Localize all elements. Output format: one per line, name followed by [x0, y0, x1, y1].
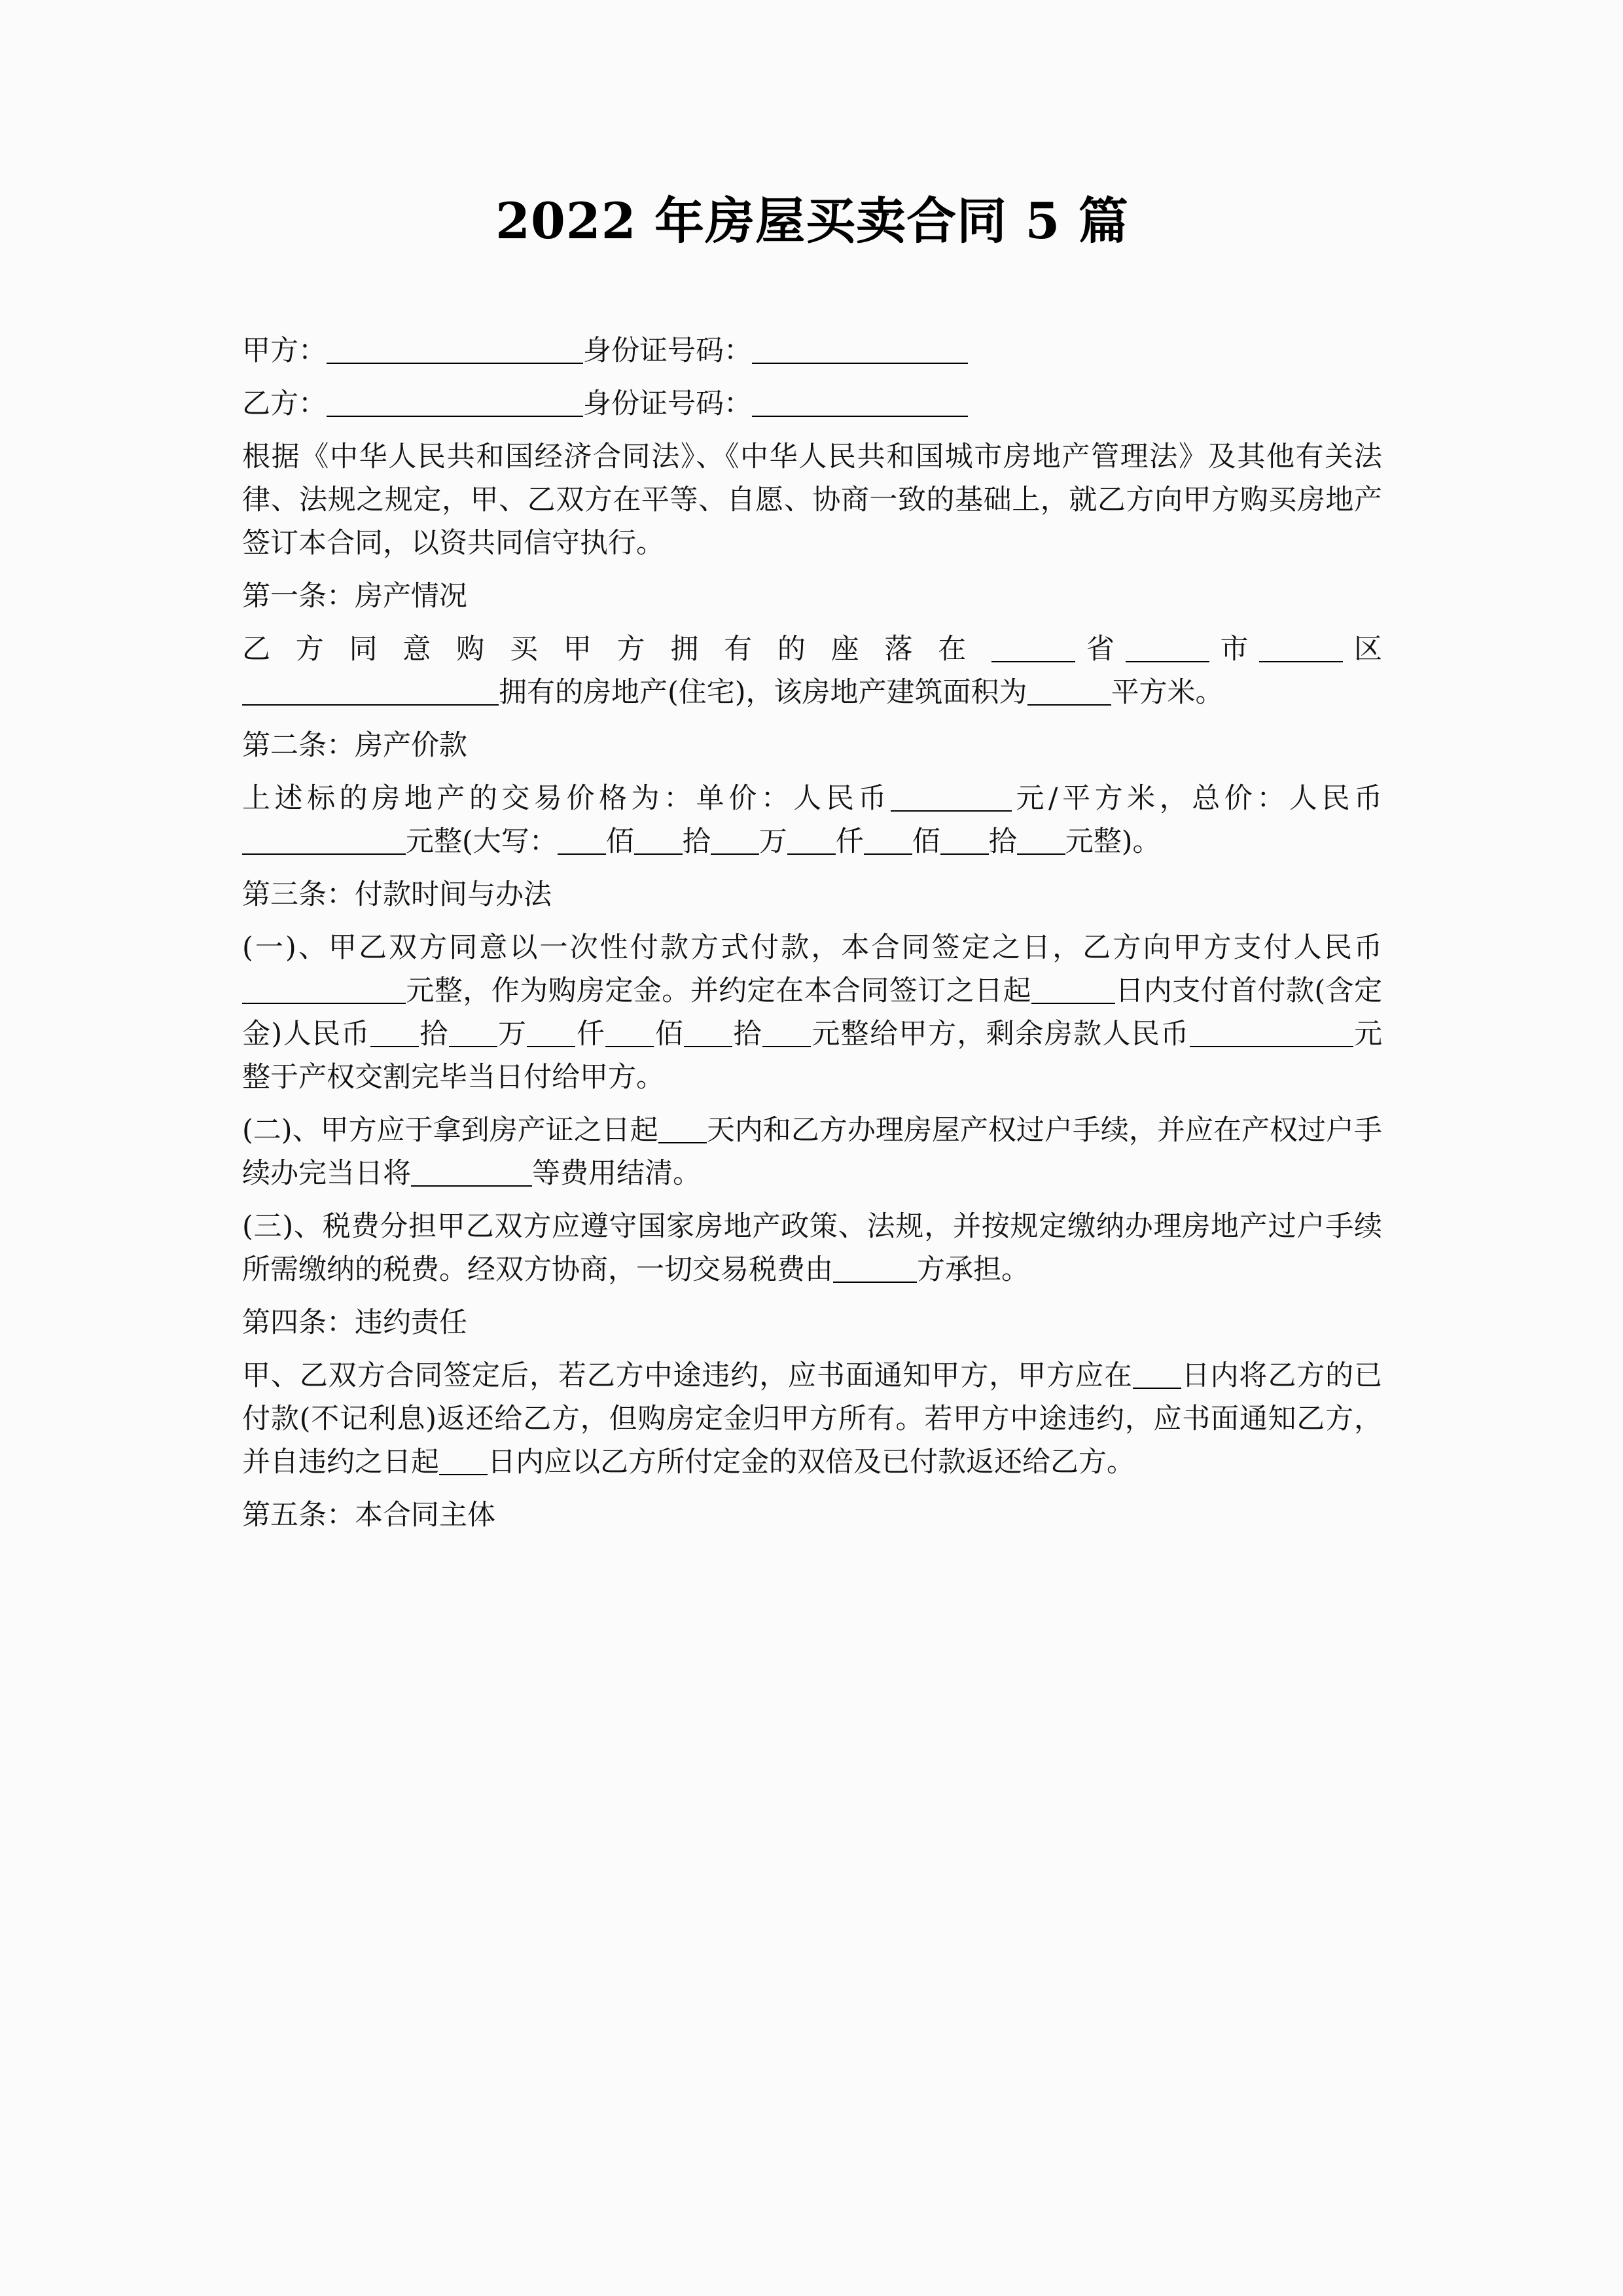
unit-shi-2: 拾 — [988, 825, 1017, 859]
down-unit-shi-2: 拾 — [732, 1018, 762, 1051]
page-title: 2022 年房屋买卖合同 5 篇 — [495, 192, 1129, 250]
clause-3-text-1: (三)、税费分担甲乙双方应遵守国家房地产政策、法规，并按规定缴纳办理房地产过户手续所需缴纳的税费。经双方协商，一切交易税费由 — [242, 1210, 1382, 1287]
unit-shi-1: 拾 — [682, 825, 711, 859]
article-3-clause-2 — [242, 1109, 1382, 1195]
amount-yuan-blank[interactable] — [1017, 830, 1065, 855]
amount-wan-blank[interactable] — [711, 830, 759, 855]
city-blank[interactable] — [1126, 637, 1209, 662]
unit-bai-2: 佰 — [912, 825, 940, 859]
days-blank[interactable] — [1031, 979, 1115, 1004]
article-4-body — [242, 1354, 1382, 1484]
down-shi2-blank[interactable] — [684, 1022, 732, 1047]
article-3-clause-1 — [242, 926, 1382, 1099]
clause-2-text-3: 等费用结清。 — [532, 1157, 701, 1191]
clause-1-text-2: 元整，作为购房定金。并约定在本合同签订之日起 — [406, 975, 1031, 1008]
party-a-label: 甲方： — [242, 334, 327, 368]
article-4-text-2: 日内将乙方的已付款(不记利息)返还给乙方，但购房定金归甲方所有。若甲方中途违约，应书面通知乙方，并自违约之日起 — [242, 1359, 1383, 1479]
article-1-body — [242, 628, 1382, 714]
down-bai-blank[interactable] — [605, 1022, 654, 1047]
party-a-id-label: 身份证号码： — [583, 334, 752, 368]
down-shi1-blank[interactable] — [370, 1022, 419, 1047]
article-2-body — [242, 777, 1382, 863]
article-1-text-6: 平方米。 — [1111, 676, 1224, 709]
article-3-clause-3 — [242, 1205, 1382, 1291]
document-content — [242, 0, 1382, 1547]
article-2-text-2: 元/平方米，总价：人民币 — [1011, 782, 1382, 816]
clause-2-text-1: (二)、甲方应于拿到房产证之日起 — [242, 1114, 658, 1147]
fees-blank[interactable] — [411, 1162, 532, 1187]
article-1-text-5: 拥有的房地产(住宅)，该房地产建筑面积为 — [499, 676, 1027, 709]
down-unit-bai: 佰 — [654, 1018, 685, 1051]
unit-bai-1: 佰 — [605, 825, 634, 859]
article-1-text-2: 省 — [1075, 633, 1126, 666]
refund-days-a-blank[interactable] — [1133, 1364, 1181, 1389]
down-wan-blank[interactable] — [449, 1022, 497, 1047]
article-1-text-1: 乙方同意购买甲方拥有的座落在 — [242, 633, 992, 666]
clause-1-text-3: 日内支付首付款(含定金)人民币 — [242, 975, 1383, 1051]
article-2-heading: 第二条：房产价款 — [242, 729, 467, 762]
district-blank[interactable] — [1259, 637, 1343, 662]
clause-1-text-4: 元整给甲方，剩余房款人民币 — [810, 1018, 1190, 1051]
party-b-id-label: 身份证号码： — [583, 387, 752, 421]
amount-bai2-blank[interactable] — [864, 830, 912, 855]
down-unit-qian: 仟 — [575, 1018, 606, 1051]
total-price-blank[interactable] — [242, 830, 406, 855]
party-b-line — [242, 382, 1382, 425]
address-blank[interactable] — [242, 681, 499, 706]
article-1-text-4: 区 — [1343, 633, 1383, 666]
clause-2-text-2: 天内和乙方办理房屋产权过户手续，并应在产权过户手续办完当日将 — [242, 1114, 1382, 1191]
article-4-heading: 第四条：违约责任 — [242, 1306, 467, 1340]
article-1-heading: 第一条：房产情况 — [242, 580, 467, 613]
party-a-name-blank[interactable] — [327, 339, 583, 364]
deposit-amount-blank[interactable] — [242, 979, 406, 1004]
article-3-heading: 第三条：付款时间与办法 — [242, 878, 552, 912]
clause-1-text-5: 元整于产权交割完毕当日付给甲方。 — [242, 1018, 1383, 1094]
amount-qian-blank[interactable] — [787, 830, 836, 855]
party-b-name-blank[interactable] — [327, 392, 583, 417]
unit-wan: 万 — [758, 825, 787, 859]
refund-days-b-blank[interactable] — [439, 1450, 488, 1475]
article-2-text-3: 元整(大写： — [406, 825, 558, 859]
party-b-label: 乙方： — [242, 387, 327, 421]
tax-bearer-blank[interactable] — [833, 1258, 917, 1283]
amount-bai1-blank[interactable] — [558, 830, 606, 855]
down-unit-wan: 万 — [497, 1018, 527, 1051]
down-unit-shi-1: 拾 — [418, 1018, 449, 1051]
province-blank[interactable] — [991, 637, 1075, 662]
remaining-amount-blank[interactable] — [1190, 1022, 1353, 1047]
down-qian-blank[interactable] — [527, 1022, 575, 1047]
area-blank[interactable] — [1027, 681, 1111, 706]
party-a-line — [242, 329, 1382, 372]
preamble-paragraph: 根据《中华人民共和国经济合同法》、《中华人民共和国城市房地产管理法》及其他有关法律、法规之规定，甲、乙双方在平等、自愿、协商一致的基础上，就乙方向甲方购买房地产签订本合同，以资共同信守执行。 — [242, 440, 1382, 560]
unit-qian: 仟 — [835, 825, 864, 859]
unit-price-blank[interactable] — [891, 787, 1012, 812]
article-2-text-1: 上述标的房地产的交易价格为：单价：人民币 — [242, 782, 891, 816]
article-5-heading: 第五条：本合同主体 — [242, 1499, 495, 1532]
party-a-id-blank[interactable] — [752, 339, 968, 364]
party-b-id-blank[interactable] — [752, 392, 968, 417]
article-1-text-3: 市 — [1209, 633, 1260, 666]
down-yuan-blank[interactable] — [762, 1022, 811, 1047]
article-4-text-1: 甲、乙双方合同签定后，若乙方中途违约，应书面通知甲方，甲方应在 — [242, 1359, 1133, 1393]
clause-1-text-1: (一)、甲乙双方同意以一次性付款方式付款，本合同签定之日，乙方向甲方支付人民币 — [242, 931, 1382, 965]
clause-3-text-2: 方承担。 — [917, 1253, 1029, 1287]
amount-shi2-blank[interactable] — [940, 830, 989, 855]
transfer-days-blank[interactable] — [658, 1119, 707, 1143]
article-2-text-4: 元整)。 — [1065, 825, 1161, 859]
amount-shi1-blank[interactable] — [634, 830, 683, 855]
article-4-text-3: 日内应以乙方所付定金的双倍及已付款返还给乙方。 — [488, 1446, 1135, 1479]
contract-body — [242, 329, 1382, 1537]
